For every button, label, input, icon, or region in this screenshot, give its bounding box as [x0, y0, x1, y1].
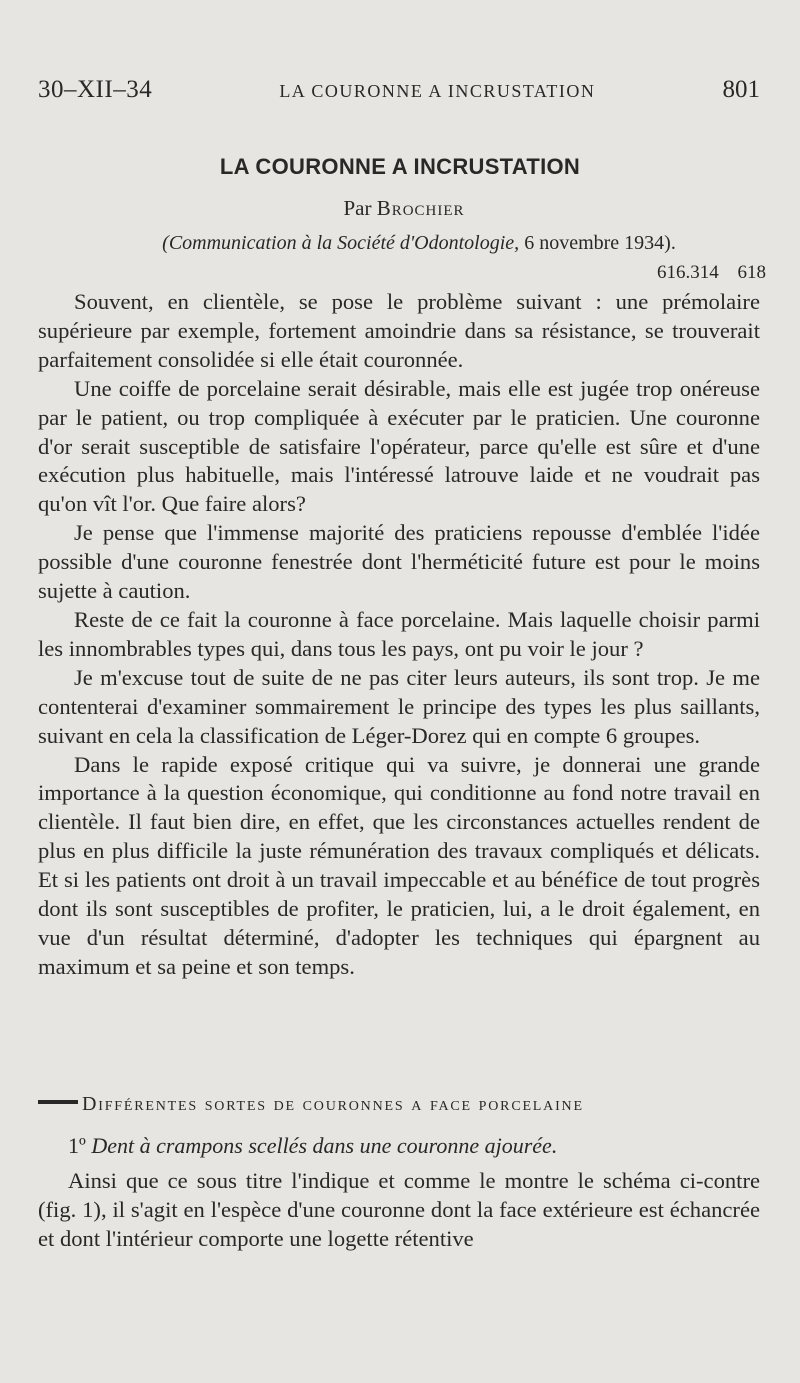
section-heading-text: Différentes sortes de couronnes a face porcelaine	[82, 1093, 584, 1115]
paragraph: Je pense que l'immense majorité des praticiens repousse d'emblée l'idée possible d'une couronne fenestrée dont l'herméticité future est pour le moins sujette à caution.	[38, 520, 760, 604]
communication-date: 6 novembre 1934).	[524, 232, 676, 254]
paragraph: Je m'excuse tout de suite de ne pas citer leurs auteurs, ils sont trop. Je me contenterai d'examiner sommairement le principe des types les plus saillants, suivant en cela la classification de Léger-Dorez qui en compte 6 groupes.	[38, 664, 760, 748]
article-title: LA COURONNE A INCRUSTATION	[219, 154, 581, 179]
communication-venue: (Communication à la Société d'Odontologie,	[162, 232, 520, 254]
issue-date: 30–XII–34	[38, 76, 153, 103]
paragraph: Dans le rapide exposé critique qui va suivre, je donnerai une grande importance à la question économique, qui conditionne au fond notre travail en clientèle. Il faut bien dire, en effet, que les circonstances actuelles rendent de plus en plus difficile la juste rémunération des travaux compliqués et délicats. Et si les patients ont droit à un travail impeccable et au bénéfice de tout progrès dont ils sont susceptibles de profiter, le praticien, lui, a le droit également, en vue d'un résultat déterminé, d'adopter les techniques qui épargnent au maximum et sa peine et son temps.	[38, 751, 760, 979]
subsection-title: Dent à crampons scellés dans une couronne ajourée.	[91, 1133, 558, 1158]
running-title: LA COURONNE A INCRUSTATION	[279, 81, 596, 101]
page-number: 801	[722, 76, 760, 103]
subsection-heading	[68, 1133, 557, 1159]
article-body	[38, 288, 760, 982]
section-body	[38, 1167, 760, 1254]
classification-code: 616.314 618	[657, 262, 766, 283]
paragraph: Reste de ce fait la couronne à face porcelaine. Mais laquelle choisir parmi les innombrables types qui, dans tous les pays, ont pu voir le jour ?	[38, 606, 760, 661]
author-name: Brochier	[376, 196, 465, 220]
paragraph: Souvent, en clientèle, se pose le problème suivant : une prémolaire supérieure par exemple, fortement amoindrie dans sa résistance, se trouverait parfaitement consolidée si elle était couronnée.	[38, 289, 760, 372]
section-heading	[38, 1093, 760, 1116]
heading-rule-mark	[38, 1100, 78, 1104]
paragraph: Ainsi que ce sous titre l'indique et comme le montre le schéma ci-contre (fig. 1), il s'agit en l'espèce d'une couronne dont la face extérieure est échancrée et dont l'intérieur comporte une logette rétentive	[38, 1168, 760, 1251]
paragraph: Une coiffe de porcelaine serait désirable, mais elle est jugée trop onéreuse par le patient, ou trop compliquée à exécuter par le praticien. Une couronne d'or serait susceptible de satisfaire l'opérateur, parce qu'elle est sûre et d'une exécution plus habituelle, mais l'intéressé latrouve laide et ne voudrait pas qu'on vît l'or. Que faire alors?	[38, 375, 760, 517]
author-prefix: Par	[343, 196, 372, 220]
author-line	[0, 196, 800, 221]
subsection-number: 1º	[68, 1133, 86, 1158]
running-head	[38, 76, 760, 112]
communication-note	[0, 232, 800, 255]
